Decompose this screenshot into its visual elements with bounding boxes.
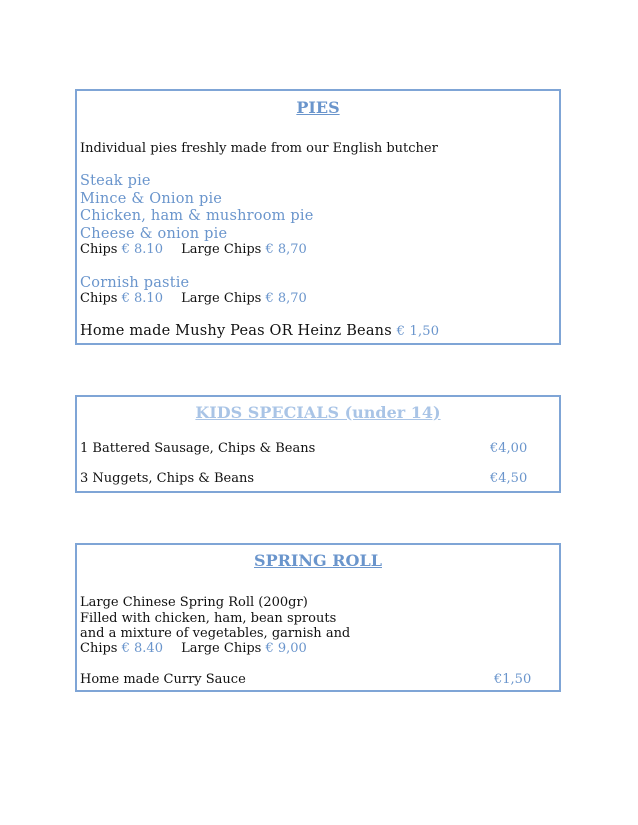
pie-item-cheese-onion: Cheese & onion pie	[80, 226, 228, 242]
chips-label: Chips	[80, 641, 118, 656]
kids-item-nuggets: 3 Nuggets, Chips & Beans	[80, 471, 254, 486]
chips-price: € 8.10	[121, 291, 163, 306]
chips-label: Chips	[80, 291, 118, 306]
spring-roll-section	[75, 543, 561, 692]
chips-price: € 8.40	[121, 641, 163, 656]
kids-title: KIDS SPECIALS (under 14)	[195, 403, 441, 422]
spring-desc-line: Filled with chicken, ham, bean sprouts	[80, 611, 337, 626]
pies-chips-row	[80, 242, 307, 258]
kids-specials-section	[75, 395, 561, 493]
chips-label: Chips	[80, 242, 118, 257]
large-chips-price: € 9,00	[265, 641, 307, 656]
pie-item-mince-onion: Mince & Onion pie	[80, 191, 223, 207]
pies-section	[75, 89, 561, 345]
pie-item-steak: Steak pie	[80, 173, 151, 189]
large-chips-price: € 8,70	[265, 242, 307, 257]
kids-item-sausage: 1 Battered Sausage, Chips & Beans	[80, 441, 316, 456]
pies-title: PIES	[296, 98, 340, 117]
spring-desc-line: and a mixture of vegetables, garnish and	[80, 626, 351, 641]
large-chips-label: Large Chips	[181, 242, 262, 257]
kids-item-nuggets-price: €4,50	[490, 471, 528, 486]
cornish-pastie: Cornish pastie	[80, 275, 190, 291]
kids-item-sausage-price: €4,00	[490, 441, 528, 456]
spring-chips-row	[80, 641, 307, 657]
large-chips-label: Large Chips	[181, 641, 262, 656]
sides-row	[80, 322, 439, 341]
spring-desc-line: Large Chinese Spring Roll (200gr)	[80, 595, 308, 610]
pie-item-chicken-ham-mushroom: Chicken, ham & mushroom pie	[80, 208, 314, 224]
large-chips-price: € 8,70	[265, 291, 307, 306]
large-chips-label: Large Chips	[181, 291, 262, 306]
curry-sauce: Home made Curry Sauce	[80, 672, 246, 687]
cornish-chips-row	[80, 291, 307, 307]
sides-label: Home made Mushy Peas OR Heinz Beans	[80, 323, 392, 339]
sides-price: € 1,50	[396, 324, 440, 339]
spring-title: SPRING ROLL	[254, 551, 382, 570]
pies-intro: Individual pies freshly made from our English butcher	[80, 141, 438, 156]
curry-sauce-price: €1,50	[494, 672, 532, 687]
chips-price: € 8.10	[121, 242, 163, 257]
